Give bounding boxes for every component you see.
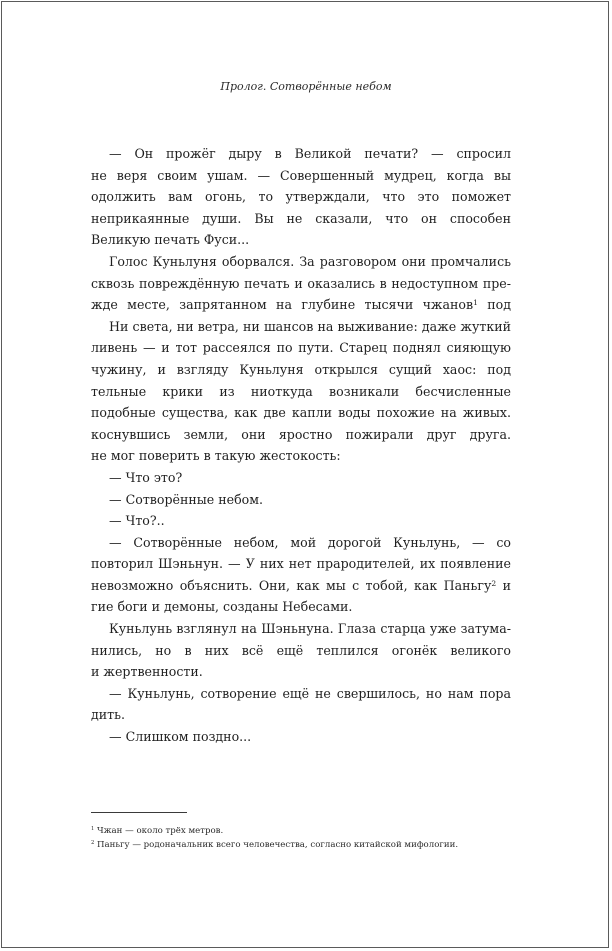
text-segment: жде месте, запрятанном на глубине тысячи чжанов: [91, 297, 474, 313]
text-line: — Слишком поздно...: [109, 729, 252, 745]
footnote-divider: [91, 812, 187, 813]
text-line: неприкаянные души. Вы не сказали, что он способен: [91, 210, 511, 226]
text-line: — Куньлунь, сотворение ещё не свершилось, но нам пора: [109, 685, 511, 701]
text-line-with-footnote: [91, 294, 511, 316]
text-line: Ни света, ни ветра, ни шансов на выживание: даже жуткий: [109, 318, 511, 334]
text-segment: и: [502, 577, 511, 593]
text-line: дить.: [91, 707, 125, 723]
text-line: Куньлунь взглянул на Шэньнуна. Глаза старца уже затума-: [109, 621, 511, 637]
text-line: коснувшись земли, они яростно пожирали друг друга.: [91, 426, 511, 442]
text-line: Великую печать Фуси...: [91, 232, 250, 248]
text-segment: под: [487, 297, 511, 313]
running-head: Пролог. Сотворённые небом: [220, 80, 392, 93]
text-segment: невозможно объяснить. Они, как мы с тобой, как Паньгу: [91, 577, 492, 593]
body-text: [91, 143, 511, 748]
text-line: повторил Шэньнун. — У них нет прародителей, их появление: [91, 556, 511, 572]
footnote-text: Паньгу — родоначальник всего человечества, согласно китайской мифологии.: [94, 840, 459, 850]
footnote-text: Чжан — около трёх метров.: [94, 826, 224, 836]
footnote-ref: 1: [473, 298, 478, 307]
text-line: подобные существа, как две капли воды похожие на живых.: [91, 405, 511, 421]
footnote-ref: 2: [491, 578, 497, 588]
text-line: — Он прожёг дыру в Великой печати? — спросил: [109, 146, 511, 161]
text-line-with-footnote: [91, 575, 511, 597]
text-line: — Сотворённые небом, мой дорогой Куньлунь, — со: [109, 534, 511, 550]
text-line: гие боги и демоны, созданы Небесами.: [91, 599, 353, 615]
text-line: и жертвенности.: [91, 664, 203, 680]
text-line: нились, но в них всё ещё теплился огонёк великого: [91, 642, 511, 658]
text-line: ливень — и тот рассеялся по пути. Старец поднял сияющую: [91, 340, 511, 356]
footnotes: [91, 824, 521, 852]
text-line: чужину, и взгляду Куньлуня открылся сущий хаос: под: [91, 361, 511, 377]
footnote-number: 2: [91, 840, 95, 847]
text-line: — Что это?: [109, 469, 183, 485]
text-line: — Сотворённые небом.: [109, 491, 264, 507]
footnote-1: [91, 824, 521, 838]
text-line: тельные крики из ниоткуда возникали бесчисленные: [91, 383, 511, 399]
text-line: — Что?..: [109, 513, 165, 529]
text-line: одолжить вам огонь, то утверждали, что это поможет: [91, 189, 511, 205]
text-line: не мог поверить в такую жестокость:: [91, 448, 341, 464]
text-line: не веря своим ушам. — Совершенный мудрец, когда вы: [91, 167, 511, 183]
text-line: сквозь повреждённую печать и оказались в недоступном пре-: [91, 275, 511, 291]
footnote-2: [91, 838, 521, 852]
footnote-number: 1: [91, 826, 95, 833]
text-line: Голос Куньлуня оборвался. За разговором они промчались: [109, 253, 511, 269]
